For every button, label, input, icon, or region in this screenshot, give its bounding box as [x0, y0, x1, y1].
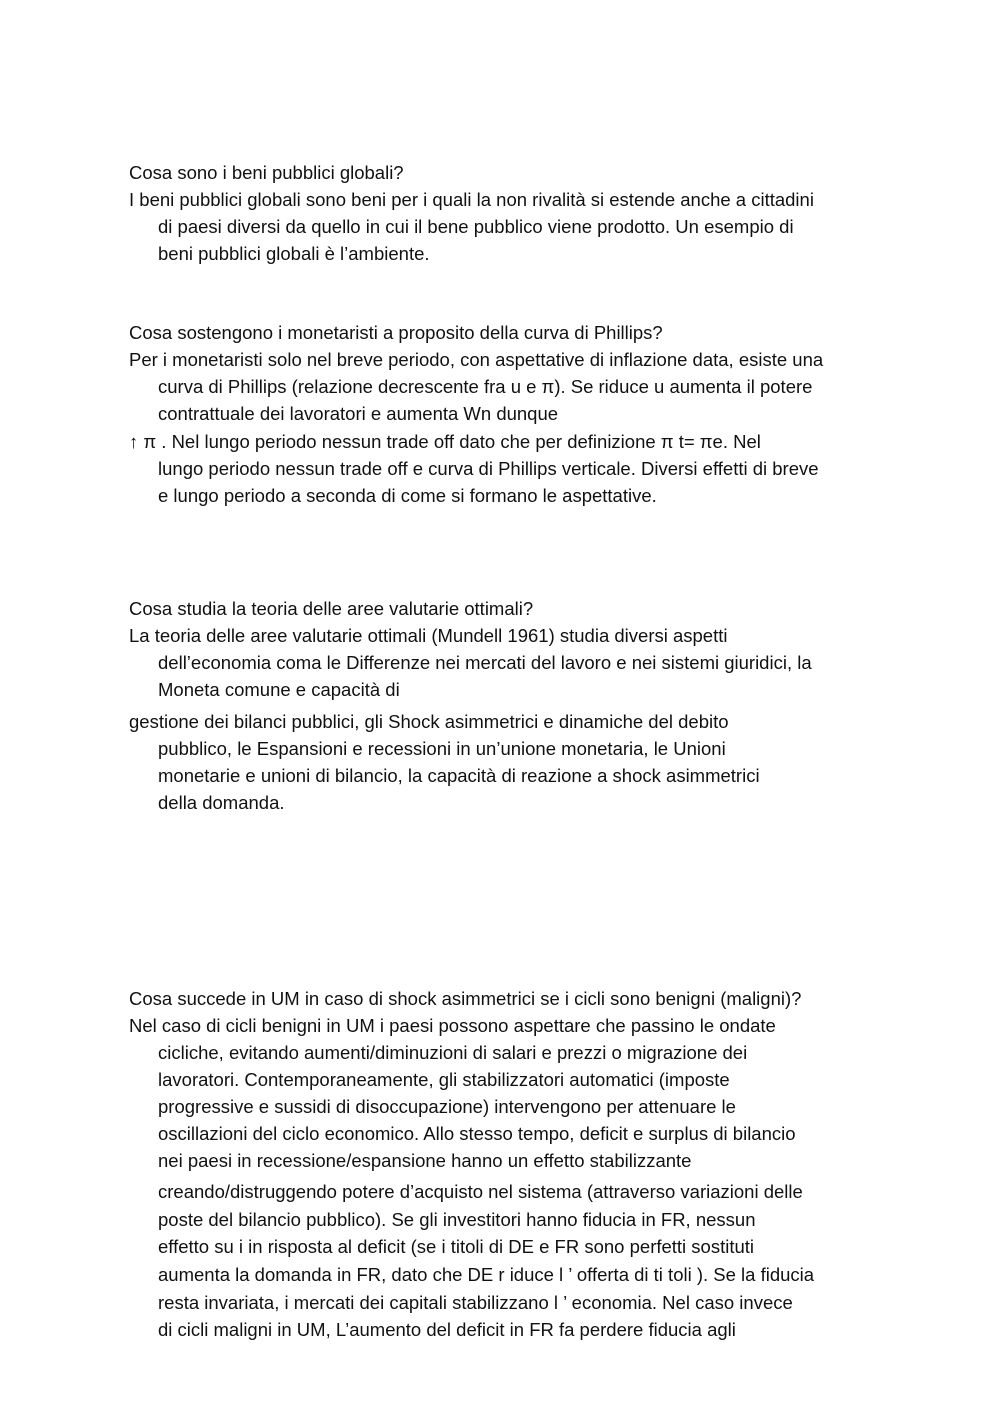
- answer-line: della domanda.: [158, 792, 285, 813]
- answer-line: Moneta comune e capacità di: [158, 679, 400, 700]
- answer-line: effetto su i in risposta al deficit (se i titoli di DE e FR sono perfetti sostituti: [158, 1236, 755, 1257]
- answer-line: beni pubblici globali è l’ambiente.: [158, 243, 430, 264]
- answer-line: dell’economia coma le Differenze nei mercati del lavoro e nei sistemi giuridici, la: [158, 652, 812, 673]
- answer-line: I beni pubblici globali sono beni per i quali la non rivalità si estende anche a cittadini: [129, 189, 814, 210]
- question-heading: Cosa sostengono i monetaristi a proposito della curva di Phillips?: [129, 322, 663, 343]
- answer-line: di paesi diversi da quello in cui il bene pubblico viene prodotto. Un esempio di: [158, 216, 794, 237]
- answer-line: lavoratori. Contemporaneamente, gli stabilizzatori automatici (imposte: [158, 1069, 730, 1090]
- question-heading: Cosa sono i beni pubblici globali?: [129, 162, 404, 183]
- answer-line: di cicli maligni in UM, L’aumento del deficit in FR fa perdere fiducia agli: [158, 1319, 736, 1340]
- answer-line: aumenta la domanda in FR, dato che DE r iduce l ’ offerta di ti toli ). Se la fiducia: [158, 1264, 815, 1285]
- answer-line: ↑ π . Nel lungo periodo nessun trade off dato che per definizione π t= πe. Nel: [129, 431, 761, 452]
- answer-line: poste del bilancio pubblico). Se gli investitori hanno fiducia in FR, nessun: [158, 1209, 756, 1230]
- answer-line: cicliche, evitando aumenti/diminuzioni di salari e prezzi o migrazione dei: [158, 1042, 748, 1063]
- answer-line: curva di Phillips (relazione decrescente fra u e π). Se riduce u aumenta il potere: [158, 376, 813, 397]
- answer-line: creando/distruggendo potere d’acquisto nel sistema (attraverso variazioni delle: [158, 1181, 803, 1202]
- answer-line: oscillazioni del ciclo economico. Allo stesso tempo, deficit e surplus di bilancio: [158, 1123, 796, 1144]
- answer-line: lungo periodo nessun trade off e curva di Phillips verticale. Diversi effetti di breve: [158, 458, 819, 479]
- answer-line: contrattuale dei lavoratori e aumenta Wn dunque: [158, 403, 559, 424]
- question-heading: Cosa studia la teoria delle aree valutarie ottimali?: [129, 598, 534, 619]
- answer-line: progressive e sussidi di disoccupazione) intervengono per attenuare le: [158, 1096, 736, 1117]
- answer-line: Per i monetaristi solo nel breve periodo, con aspettative di inflazione data, esiste una: [129, 349, 824, 370]
- answer-line: e lungo periodo a seconda di come si formano le aspettative.: [158, 485, 657, 506]
- answer-line: La teoria delle aree valutarie ottimali (Mundell 1961) studia diversi aspetti: [129, 625, 728, 646]
- answer-line: gestione dei bilanci pubblici, gli Shock asimmetrici e dinamiche del debito: [129, 711, 729, 732]
- question-heading: Cosa succede in UM in caso di shock asimmetrici se i cicli sono benigni (maligni)?: [129, 988, 802, 1009]
- answer-line: Nel caso di cicli benigni in UM i paesi possono aspettare che passino le ondate: [129, 1015, 776, 1036]
- answer-line: monetarie e unioni di bilancio, la capacità di reazione a shock asimmetrici: [158, 765, 760, 786]
- answer-line: nei paesi in recessione/espansione hanno un effetto stabilizzante: [158, 1150, 692, 1171]
- answer-line: resta invariata, i mercati dei capitali stabilizzano l ’ economia. Nel caso invece: [158, 1292, 793, 1313]
- answer-line: pubblico, le Espansioni e recessioni in un’unione monetaria, le Unioni: [158, 738, 726, 759]
